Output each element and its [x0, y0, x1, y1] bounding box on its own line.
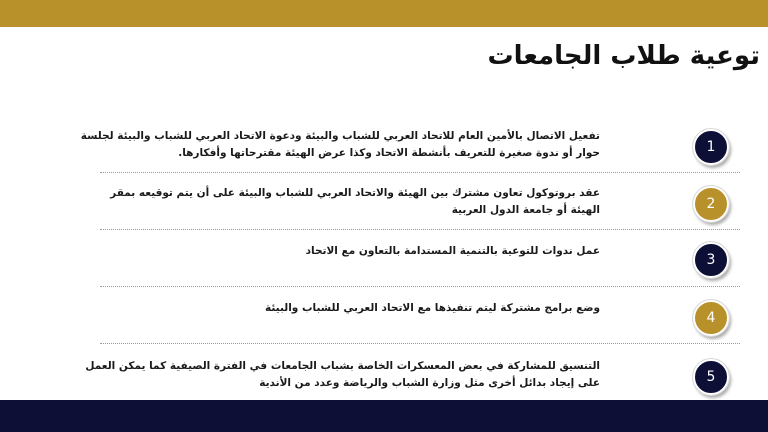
item-text: عمل ندوات للتوعية بالتنمية المستدامة بالتعاون مع الاتحاد — [305, 245, 600, 257]
list-item — [85, 343, 740, 399]
item-text: التنسيق للمشاركة في بعض المعسكرات الخاصة بشباب الجامعات في الفترة الصيفية كما يمكن العمل على إيجاد بدائل أخرى مثل وزارة الشباب والرياضة وعدد من الأندية — [85, 360, 600, 389]
list-item — [100, 229, 740, 286]
list-item — [100, 286, 740, 343]
number-badge: 4 — [693, 300, 729, 336]
bottom-accent-bar — [0, 400, 768, 432]
number-badge: 5 — [693, 359, 729, 395]
item-text: وضع برامج مشتركة ليتم تنفيذها مع الاتحاد العربي للشباب والبيئة — [265, 302, 600, 314]
item-text: عقد بروتوكول تعاون مشترك بين الهيئة والاتحاد العربي للشباب والبيئة على أن يتم توقيعه بمقر الهيئة أو جامعة الدول العربية — [110, 187, 600, 216]
list-item — [100, 172, 740, 230]
number-badge: 1 — [693, 129, 729, 165]
slide-title: توعية طلاب الجامعات — [487, 41, 760, 71]
number-badge: 3 — [693, 242, 729, 278]
number-badge: 2 — [693, 186, 729, 222]
item-text: تفعيل الاتصال بالأمين العام للاتحاد العربي للشباب والبيئة ودعوة الاتحاد العربي للشباب والبيئة لجلسة حوار أو ندوة صغيرة للتعريف بأنشطة الاتحاد وكذا عرض الهيئة مقترحاتها وأفكارها. — [80, 130, 600, 159]
list-item — [80, 120, 740, 172]
